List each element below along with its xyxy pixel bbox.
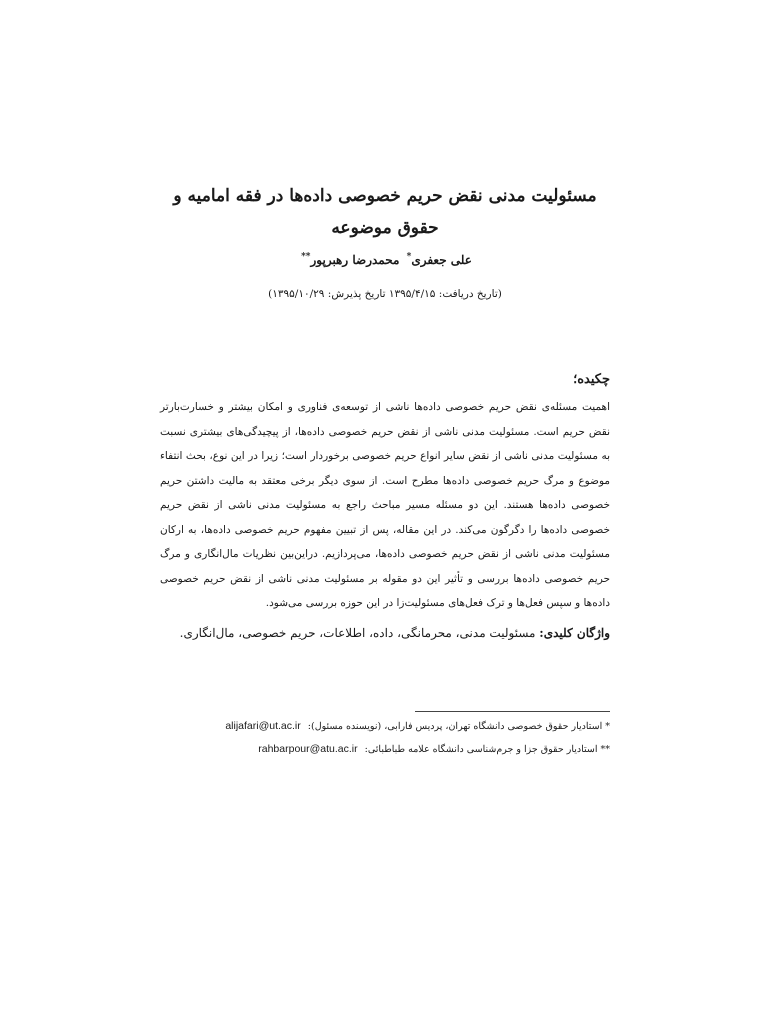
keywords-text: مسئولیت مدنی، محرمانگی، داده، اطلاعات، حریم خصوصی، مال‌انگاری. <box>179 626 536 640</box>
author-name: محمدرضا رهبرپور <box>310 253 400 267</box>
author-footnote-mark: ** <box>301 252 311 262</box>
footnote-item <box>160 718 610 735</box>
author-email-link[interactable]: rahbarpour@atu.ac.ir <box>258 743 358 755</box>
footnote-text: استادیار حقوق جزا و جرم‌شناسی دانشگاه علامه طباطبائی: <box>364 744 598 755</box>
abstract-heading: چکیده؛ <box>573 372 610 387</box>
footnote-text: استادیار حقوق خصوصی دانشگاه تهران، پردیس فارابی، (نویسنده مسئول): <box>307 721 603 732</box>
author-line <box>150 252 620 267</box>
footnote-divider <box>415 711 610 712</box>
author-name: علی جعفری <box>411 253 472 267</box>
paper-title: مسئولیت مدنی نقض حریم خصوصی داده‌ها در فقه امامیه و حقوق موضوعه <box>173 186 597 238</box>
footnote-mark: * <box>605 721 610 732</box>
author-footnote-mark: * <box>406 252 412 262</box>
received-accepted-dates: (تاریخ دریافت: ۱۳۹۵/۴/۱۵ تاریخ پذیرش: ۱۳۹۵/۱۰/۲۹) <box>268 288 502 300</box>
keywords-line <box>160 626 610 640</box>
footnote-mark: ** <box>600 744 610 755</box>
abstract-body: اهمیت مسئله‌ی نقض حریم خصوصی داده‌ها ناشی از توسعه‌ی فناوری و امکان بیشتر و خسارت‌بارتر نقض حریم است. مسئولیت مدنی ناشی از نقض حریم خصوصی داده‌ها، از پیچیدگی‌های بیشتری نسبت به مسئولیت مدنی ناشی از نقض سایر انواع حریم خصوصی برخوردار است؛ زیرا در این نوع، بحث انتفاء موضوع و مرگ حریم خصوصی داده‌ها مطرح است. از سوی دیگر برخی معتقد به مالیت داشتن حریم خصوصی داده‌ها هستند. این دو مسئله مسیر مباحث راجع به مسئولیت مدنی ناشی از نقض حریم خصوصی داده‌ها را دگرگون می‌کند. در این مقاله، پس از تبیین مفهوم حریم خصوصی داده‌ها، به ارکان مسئولیت مدنی ناشی از نقض حریم خصوصی داده‌ها، می‌پردازیم. دراین‌بین نظریات مال‌انگاری و مرگ حریم خصوصی داده‌ها بررسی و تأثیر این دو مقوله بر مسئولیت مدنی ناشی از نقض حریم خصوصی داده‌ها و سپس فعل‌ها و ترک فعل‌های مسئولیت‌زا در این حوزه بررسی می‌شود. <box>160 401 610 609</box>
footnote-item <box>160 741 610 758</box>
author-email-link[interactable]: alijafari@ut.ac.ir <box>225 720 301 732</box>
keywords-label: واژگان کلیدی: <box>539 626 610 640</box>
